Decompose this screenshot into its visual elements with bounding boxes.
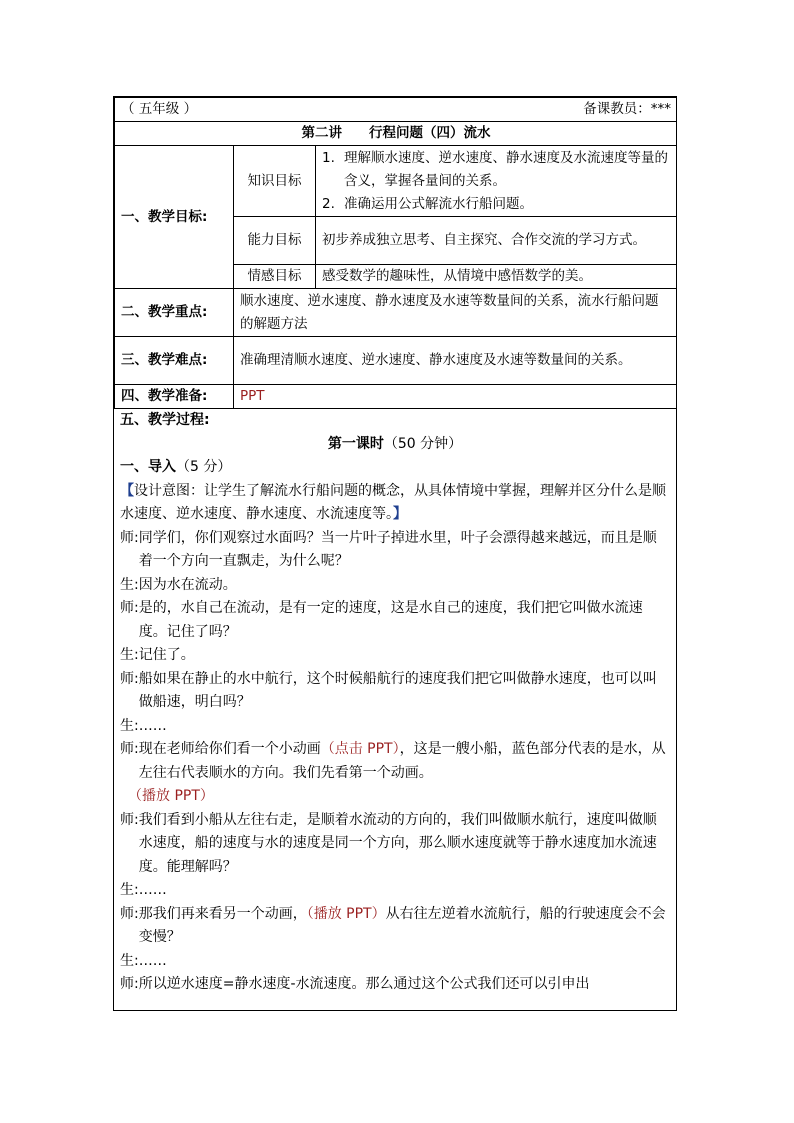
ppt-cue: （播放 PPT）	[306, 905, 386, 922]
knowledge-content	[316, 146, 678, 217]
key-points-row	[115, 289, 678, 337]
dialogue-line: 生: 因为水在流动。	[120, 576, 237, 593]
teacher-label: 备课教员：***	[583, 101, 671, 117]
dialogue-line: 师: 那我们再来看另一个动画，（播放 PPT）从右往左逆着水流航行，船的行驶速度会不会变慢？	[120, 905, 666, 945]
ppt-cue: （点击 PPT）	[320, 741, 400, 757]
header-row	[115, 98, 678, 122]
design-intent: 【设计意图：让学生了解流水行船问题的概念，从具体情境中掌握，理解并区分什么是顺水速度、逆水速度、静水速度、水流速度等。】	[120, 482, 666, 522]
key-points-label: 二、教学重点:	[115, 289, 234, 337]
ability-content: 初步养成独立思考、自主探究、合作交流的学习方式。	[316, 217, 678, 265]
knowledge-item: 2. 准确运用公式解流水行船问题。	[322, 195, 533, 212]
process-label: 五、教学过程:	[120, 412, 210, 428]
dialogue-line: 生: ……	[120, 717, 167, 734]
knowledge-label: 知识目标	[234, 146, 316, 217]
emotion-label: 情感目标	[234, 265, 316, 289]
dialogue-line: 师: 我们看到小船从左往右走，是顺着水流动的方向的，我们叫做顺水航行，速度叫做顺水速度，船的速度与水的速度是同一个方向，那么顺水速度就等于静水速度加水流速度。能理解吗？	[120, 811, 657, 875]
lesson-plan-sheet	[113, 96, 677, 1011]
lesson-plan-table	[114, 97, 677, 409]
difficulties-content: 准确理清顺水速度、逆水速度、静水速度及水速等数量间的关系。	[234, 337, 678, 385]
knowledge-row	[115, 146, 678, 217]
dialogue-line: 师: 是的，水自己在流动，是有一定的速度，这是水自己的速度，我们把它叫做水流速度。记住了吗？	[120, 600, 643, 640]
difficulties-label: 三、教学难点:	[115, 337, 234, 385]
objectives-label: 一、教学目标:	[115, 146, 234, 289]
emotion-content: 感受数学的趣味性，从情境中感悟数学的美。	[316, 265, 678, 289]
lesson-title: 第二讲 行程问题（四）流水	[115, 122, 678, 146]
grade-label: （ 五年级 ）	[121, 101, 198, 117]
ppt-cue: （播放 PPT）	[128, 788, 214, 804]
knowledge-item: 1. 理解顺水速度、逆水速度、静水速度及水流速度等量的含义，掌握各量间的关系。	[322, 149, 668, 189]
preparation-content: PPT	[234, 385, 678, 409]
dialogue-line: 师: 船如果在静止的水中航行，这个时候船航行的速度我们把它叫做静水速度，也可以叫做船速，明白吗？	[120, 670, 657, 710]
period-title: 第一课时（50 分钟）	[327, 435, 463, 452]
dialogue-line: 师: 所以逆水速度=静水速度-水流速度。那么通过这个公式我们还可以引申出	[120, 976, 590, 992]
dialogue-line: 生: 记住了。	[120, 647, 195, 663]
dialogue-line: 师: 同学们，你们观察过水面吗？当一片叶子掉进水里，叶子会漂得越来越远，而且是顺着一个方向一直飘走，为什么呢？	[120, 529, 657, 569]
difficulties-row	[115, 337, 678, 385]
title-row	[115, 122, 678, 146]
dialogue-line: 师: 现在老师给你们看一个小动画（点击 PPT），这是一艘小船，蓝色部分代表的是水，从左往右代表顺水的方向。我们先看第一个动画。	[120, 741, 666, 781]
dialogue-line: 生: ……	[120, 882, 167, 898]
teaching-process	[114, 409, 676, 997]
preparation-label: 四、教学准备:	[115, 385, 234, 409]
ability-label: 能力目标	[234, 217, 316, 265]
dialogue-line: 生: ……	[120, 952, 167, 969]
preparation-row	[115, 385, 678, 409]
key-points-content: 顺水速度、逆水速度、静水速度及水速等数量间的关系，流水行船问题的解题方法	[234, 289, 678, 337]
section-title: 一、导入（5 分）	[120, 459, 232, 475]
